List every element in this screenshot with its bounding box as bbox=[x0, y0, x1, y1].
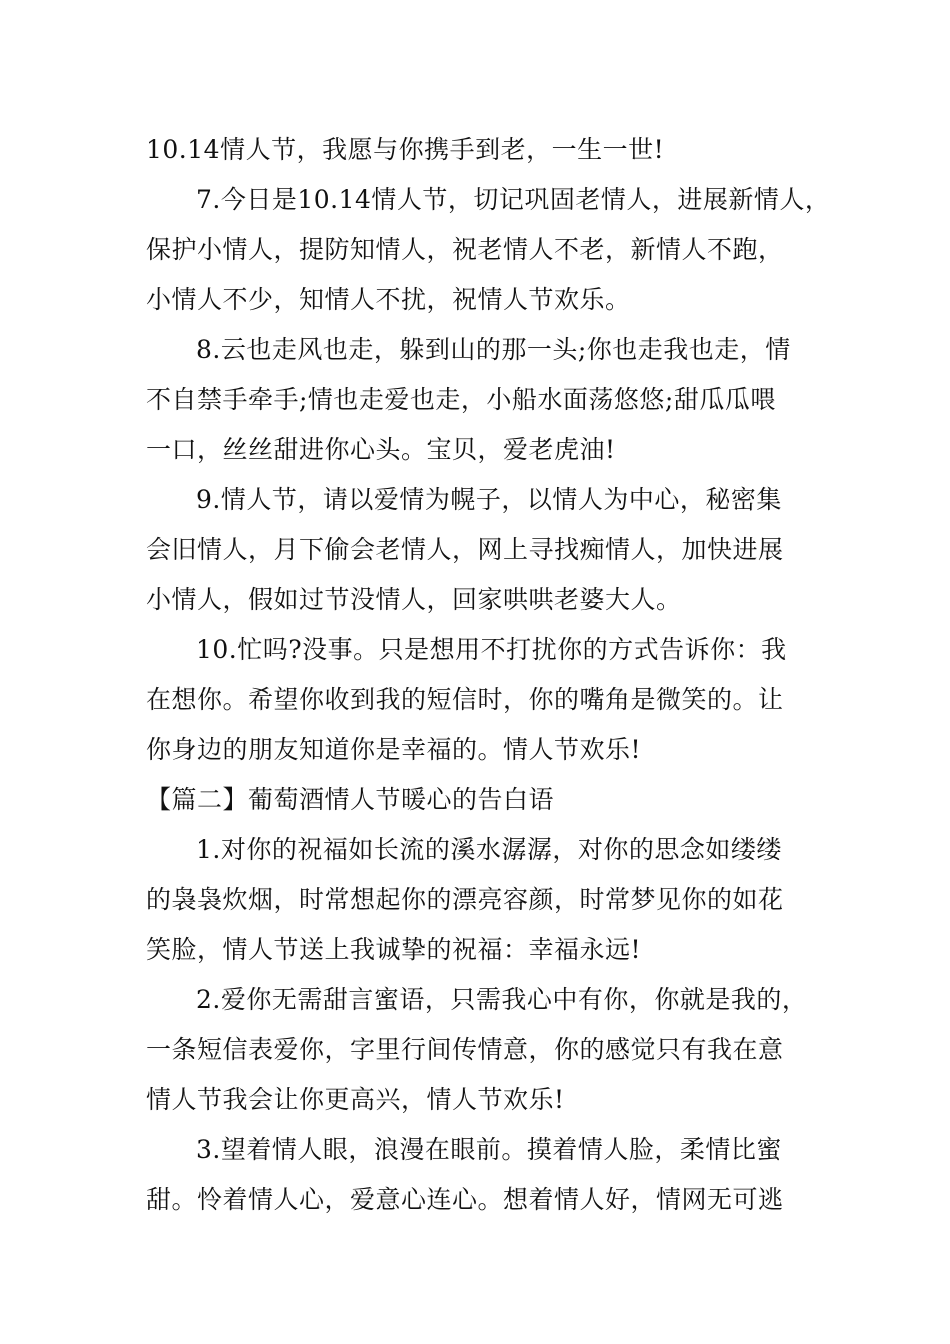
text-line: 在想你。希望你收到我的短信时，你的嘴角是微笑的。让 bbox=[146, 685, 784, 714]
text-line: 9.情人节，请以爱情为幌子，以情人为中心，秘密集 bbox=[196, 485, 782, 514]
text-line: 7.今日是10.14情人节，切记巩固老情人，进展新情人， bbox=[196, 185, 831, 214]
section-heading: 【篇二】葡萄酒情人节暖心的告白语 bbox=[146, 785, 555, 814]
text-line: 8.云也走风也走，躲到山的那一头;你也走我也走，情 bbox=[196, 335, 791, 364]
text-line: 会旧情人，月下偷会老情人，网上寻找痴情人，加快进展 bbox=[146, 535, 784, 564]
text-line: 10.14情人节，我愿与你携手到老，一生一世! bbox=[146, 135, 665, 164]
text-line: 不自禁手牵手;情也走爱也走，小船水面荡悠悠;甜瓜瓜喂 bbox=[146, 385, 776, 414]
text-line: 小情人不少，知情人不扰，祝情人节欢乐。 bbox=[146, 285, 631, 314]
text-line: 1.对你的祝福如长流的溪水潺潺，对你的思念如缕缕 bbox=[196, 835, 782, 864]
text-line: 的袅袅炊烟，时常想起你的漂亮容颜，时常梦见你的如花 bbox=[146, 885, 784, 914]
text-line: 笑脸，情人节送上我诚挚的祝福：幸福永远! bbox=[146, 935, 642, 964]
text-line: 保护小情人，提防知情人，祝老情人不老，新情人不跑， bbox=[146, 235, 784, 264]
text-line: 3.望着情人眼，浪漫在眼前。摸着情人脸，柔情比蜜 bbox=[196, 1135, 782, 1164]
text-line: 小情人，假如过节没情人，回家哄哄老婆大人。 bbox=[146, 585, 682, 614]
text-line: 情人节我会让你更高兴，情人节欢乐! bbox=[146, 1085, 565, 1114]
text-line: 10.忙吗?没事。只是想用不打扰你的方式告诉你：我 bbox=[196, 635, 787, 664]
text-line: 甜。怜着情人心，爱意心连心。想着情人好，情网无可逃 bbox=[146, 1185, 784, 1214]
text-line: 一口，丝丝甜进你心头。宝贝，爱老虎油! bbox=[146, 435, 616, 464]
text-line: 2.爱你无需甜言蜜语，只需我心中有你，你就是我的， bbox=[196, 985, 808, 1014]
text-line: 你身边的朋友知道你是幸福的。情人节欢乐! bbox=[146, 735, 642, 764]
text-line: 一条短信表爱你，字里行间传情意，你的感觉只有我在意 bbox=[146, 1035, 784, 1064]
